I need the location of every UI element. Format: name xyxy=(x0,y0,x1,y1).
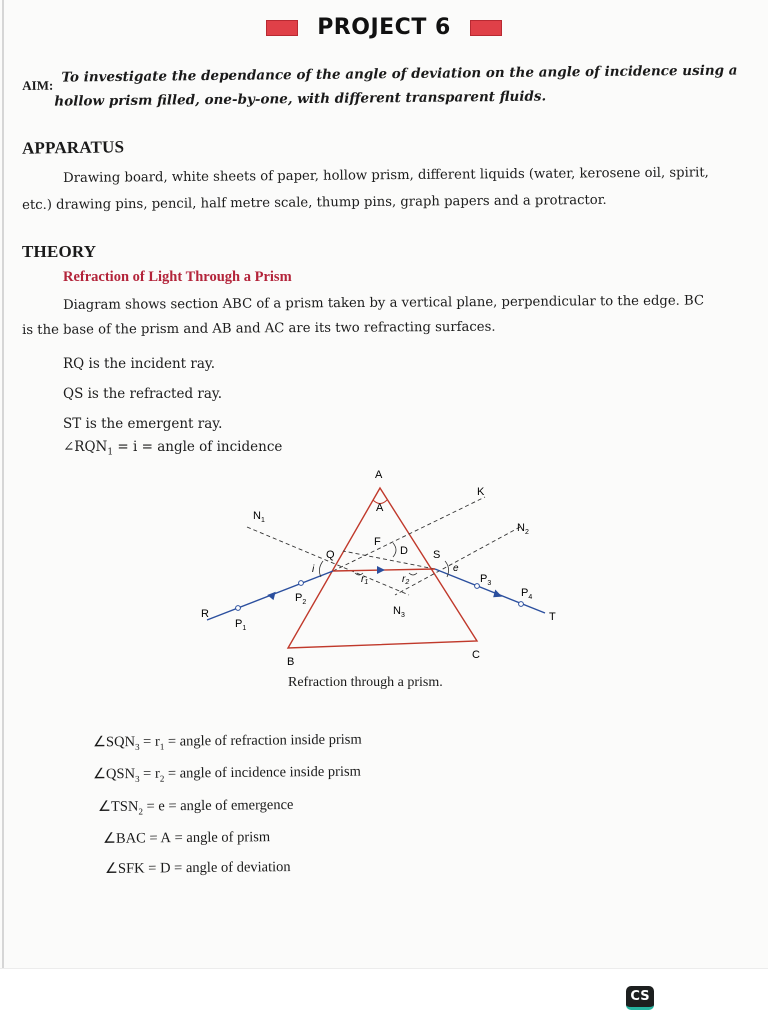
label-e: e xyxy=(453,563,459,574)
pin-p3 xyxy=(475,584,480,589)
ray-refracted: QS is the refracted ray. xyxy=(63,386,223,402)
incidence-prefix: ∠RQN xyxy=(63,439,108,455)
label-a-inner: A xyxy=(376,502,384,514)
apparatus-line-1: Drawing board, white sheets of paper, hollow prism, different liquids (water, kerosene oil, spirit, xyxy=(63,165,709,186)
label-r2: $r_2$ xyxy=(402,574,410,586)
title-row xyxy=(0,15,768,40)
aim-section xyxy=(22,58,742,114)
apparatus-heading: APPARATUS xyxy=(21,137,125,158)
theory-subheading: Refraction of Light Through a Prism xyxy=(63,269,292,285)
arc-r2 xyxy=(409,573,417,575)
definition-row: $\angle SQN_3 = r_1$ = angle of refraction inside prism xyxy=(92,731,362,752)
arc-e xyxy=(445,561,449,577)
definition-row: ∠BAC = A = angle of prism xyxy=(102,829,271,847)
label-k: K xyxy=(477,486,485,498)
label-c: C xyxy=(472,649,480,661)
diagram-caption: Refraction through a prism. xyxy=(288,675,443,690)
normal-n1 xyxy=(247,527,409,595)
label-p4: $P_4$ xyxy=(521,587,533,601)
label-n1: $N_1$ xyxy=(253,510,265,524)
label-d: D xyxy=(400,545,408,557)
page-title: PROJECT 6 xyxy=(317,15,451,40)
label-s: S xyxy=(433,549,441,561)
label-n2: $N_2$ xyxy=(517,522,529,536)
label-a-top: A xyxy=(375,469,383,481)
theory-para-line-2: is the base of the prism and AB and AC are its two refracting surfaces. xyxy=(22,319,496,338)
label-i: i xyxy=(312,564,315,575)
label-t: T xyxy=(549,611,556,623)
title-decor-left xyxy=(266,20,298,36)
label-p1: $P_1$ xyxy=(235,618,247,632)
arc-d xyxy=(393,543,396,557)
title-decor-right xyxy=(470,20,502,36)
camscanner-logo: CS xyxy=(626,986,654,1010)
label-b: B xyxy=(287,656,295,668)
theory-heading: THEORY xyxy=(22,242,97,261)
aim-label: AIM: xyxy=(22,77,54,93)
arrow-refracted xyxy=(377,566,385,574)
label-f: F xyxy=(374,536,381,548)
label-r: R xyxy=(201,608,209,620)
label-q: Q xyxy=(326,549,335,561)
aim-line-2: hollow prism filled, one-by-one, with different transparent fluids. xyxy=(54,88,547,110)
aim-line-1: To investigate the dependance of the angle of deviation on the angle of incidence using a xyxy=(61,62,738,86)
ray-emergent: ST is the emergent ray. xyxy=(63,416,223,432)
apparatus-line-2: etc.) drawing pins, pencil, half metre scale, thump pins, graph papers and a protractor. xyxy=(22,192,607,213)
theory-para-line-1: Diagram shows section ABC of a prism taken by a vertical plane, perpendicular to the edge. BC xyxy=(63,293,705,313)
page-edge xyxy=(2,0,4,968)
label-p2: $P_2$ xyxy=(295,592,307,606)
extended-incident-ray xyxy=(333,497,485,571)
incidence-sub: 1 xyxy=(107,447,114,458)
pin-p4 xyxy=(519,602,524,607)
pin-p1 xyxy=(236,606,241,611)
definition-row: ∠SFK = D = angle of deviation xyxy=(104,859,291,877)
label-r1: $r_1$ xyxy=(361,574,369,586)
normal-n2 xyxy=(395,527,520,595)
arrow-emergent xyxy=(492,589,503,600)
definition-row: $\angle QSN_3 = r_2$ = angle of incidence inside prism xyxy=(92,763,361,784)
emergent-ray xyxy=(435,569,545,613)
label-p3: $P_3$ xyxy=(480,573,492,587)
definition-row: $\angle TSN_2 = e$ = angle of emergence xyxy=(97,796,294,817)
angle-incidence-line xyxy=(63,439,282,458)
pin-p2 xyxy=(299,581,304,586)
incidence-suffix: = i = angle of incidence xyxy=(113,439,283,455)
ray-incident: RQ is the incident ray. xyxy=(63,356,216,372)
label-n3: $N_3$ xyxy=(393,605,405,619)
prism-diagram xyxy=(195,465,570,670)
